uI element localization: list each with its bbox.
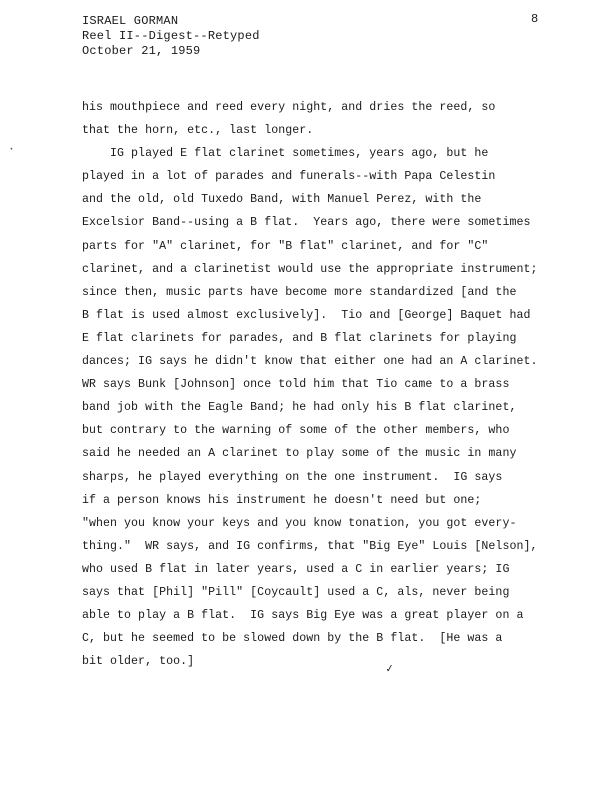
body-line: said he needed an A clarinet to play some of the music in many xyxy=(82,447,517,461)
body-line: dances; IG says he didn't know that either one had an A clarinet. xyxy=(82,355,538,369)
stray-pen-mark: · xyxy=(5,141,18,157)
body-line: bit older, too.] xyxy=(82,655,195,669)
header-reel: Reel II--Digest--Retyped xyxy=(82,29,260,43)
body-line: if a person knows his instrument he doesn't need but one; xyxy=(82,493,482,507)
body-line: "when you know your keys and you know tonation, you got every- xyxy=(82,516,517,530)
body-line: E flat clarinets for parades, and B flat clarinets for playing xyxy=(82,331,517,345)
body-line: clarinet, and a clarinetist would use the appropriate instrument; xyxy=(82,262,538,276)
page-number: 8 xyxy=(531,12,539,26)
handwritten-check-mark: ✓ xyxy=(385,661,395,677)
transcript-body xyxy=(82,96,582,673)
body-line: who used B flat in later years, used a C in earlier years; IG xyxy=(82,562,510,576)
body-line: sharps, he played everything on the one instrument. IG says xyxy=(82,470,503,484)
body-line: B flat is used almost exclusively]. Tio and [George] Baquet had xyxy=(82,308,531,322)
body-line: thing." WR says, and IG confirms, that "Big Eye" Louis [Nelson], xyxy=(82,539,538,553)
body-line: played in a lot of parades and funerals--with Papa Celestin xyxy=(82,170,496,184)
body-line: since then, music parts have become more standardized [and the xyxy=(82,285,517,299)
header-date: October 21, 1959 xyxy=(82,44,201,58)
body-line: and the old, old Tuxedo Band, with Manuel Perez, with the xyxy=(82,193,482,207)
body-line: IG played E flat clarinet sometimes, years ago, but he xyxy=(82,147,489,161)
document-header xyxy=(82,14,260,59)
body-line: able to play a B flat. IG says Big Eye was a great player on a xyxy=(82,609,524,623)
body-line: parts for "A" clarinet, for "B flat" clarinet, and for "C" xyxy=(82,239,489,253)
body-line: his mouthpiece and reed every night, and dries the reed, so xyxy=(82,101,496,114)
body-line: Excelsior Band--using a B flat. Years ago, there were sometimes xyxy=(82,216,531,230)
body-line: but contrary to the warning of some of the other members, who xyxy=(82,424,510,438)
body-line: C, but he seemed to be slowed down by the B flat. [He was a xyxy=(82,632,503,646)
header-interviewee: ISRAEL GORMAN xyxy=(82,14,179,28)
body-line: band job with the Eagle Band; he had only his B flat clarinet, xyxy=(82,401,517,415)
body-line: says that [Phil] "Pill" [Coycault] used a C, als, never being xyxy=(82,585,510,599)
body-line: WR says Bunk [Johnson] once told him that Tio came to a brass xyxy=(82,378,510,392)
body-line: that the horn, etc., last longer. xyxy=(82,124,314,138)
